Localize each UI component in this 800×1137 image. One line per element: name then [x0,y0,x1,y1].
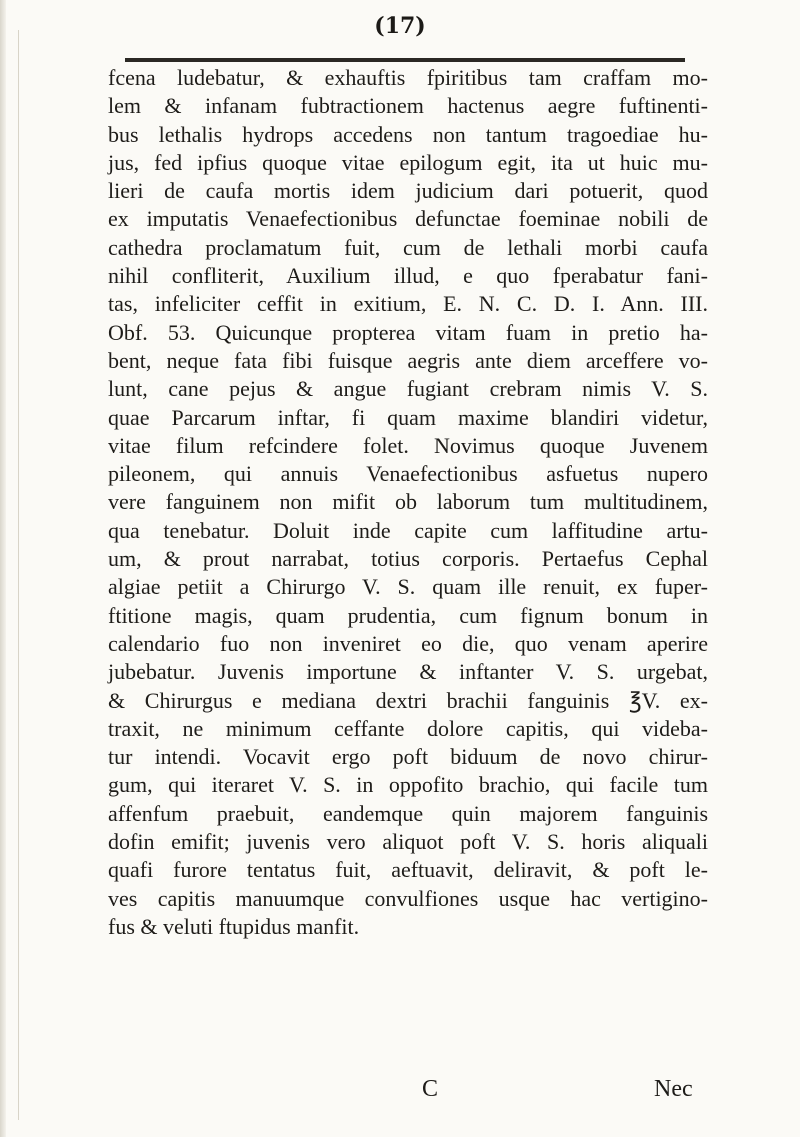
text-line: vitae filum refcindere folet. Novimus quoque Juvenem [108,432,708,458]
text-line: qua tenebatur. Doluit inde capite cum laffitudine artu- [108,517,708,543]
text-line-last: fus & veluti ftupidus manfit. [108,913,360,939]
text-line: affenfum praebuit, eandemque quin majorem fanguinis [108,800,708,826]
text-line: jus, fed ipfius quoque vitae epilogum egit, ita ut huic mu- [108,149,708,175]
text-line: tur intendi. Vocavit ergo poft biduum de novo chirur- [108,744,708,770]
text-line: jubebatur. Juvenis importune & inftanter V. S. urgebat, [108,659,708,685]
text-line: ex imputatis Venaefectionibus defunctae foeminae nobili de [108,206,708,232]
text-line: pileonem, qui annuis Venaefectionibus asfuetus nupero [108,461,708,487]
text-line: calendario fuo non inveniret eo die, quo venam aperire [108,630,708,656]
text-line: lunt, cane pejus & angue fugiant crebram nimis V. S. [108,376,708,402]
text-line: bent, neque fata fibi fuisque aegris ante diem arceffere vo- [108,347,708,373]
text-line: algiae petiit a Chirurgo V. S. quam ille renuit, ex fuper- [108,574,708,600]
text-line: lieri de caufa mortis idem judicium dari potuerit, quod [108,178,708,204]
running-head [0,6,800,46]
text-line: um, & prout narrabat, totius corporis. Pertaefus Cephal [108,546,708,572]
page-gutter-line [18,30,19,1120]
text-line: gum, qui iteraret V. S. in oppofito brachio, qui facile tum [108,772,708,798]
text-line: vere fanguinem non mifit ob laborum tum multitudinem, [108,489,708,515]
text-line: ves capitis manuumque convulfiones usque hac vertigino- [108,885,708,911]
text-line: tas, infeliciter ceffit in exitium, E. N. C. D. I. Ann. III. [108,291,708,317]
signature-mark: C [422,1076,439,1102]
text-line: Obf. 53. Quicunque propterea vitam fuam in pretio ha- [108,319,708,345]
page-left-edge [0,0,6,1137]
body-text [108,64,708,941]
page-number: (17) [374,13,426,39]
catchword: Nec [654,1076,693,1102]
text-line: quae Parcarum inftar, fi quam maxime blandiri videtur, [108,404,708,430]
text-line: cathedra proclamatum fuit, cum de lethali morbi caufa [108,234,708,260]
header-rule [125,58,685,62]
text-line: quafi furore tentatus fuit, aeftuavit, deliravit, & poft le- [108,857,708,883]
text-line: fcena ludebatur, & exhauftis fpiritibus tam craffam mo- [108,65,708,90]
text-line: traxit, ne minimum ceffante dolore capitis, qui videba- [108,715,708,741]
page-footer [0,1076,800,1110]
text-line: lem & infanam fubtractionem hactenus aegre fuftinenti- [108,93,708,119]
text-line: bus lethalis hydrops accedens non tantum tragoediae hu- [108,121,708,147]
text-line: dofin emifit; juvenis vero aliquot poft V. S. horis aliquali [108,829,708,855]
text-line: & Chirurgus e mediana dextri brachii fanguinis ℥V. ex- [108,687,708,713]
text-line: ftitione magis, quam prudentia, cum fignum bonum in [108,602,708,628]
text-line: nihil confliterit, Auxilium illud, e quo fperabatur fani- [108,263,708,289]
